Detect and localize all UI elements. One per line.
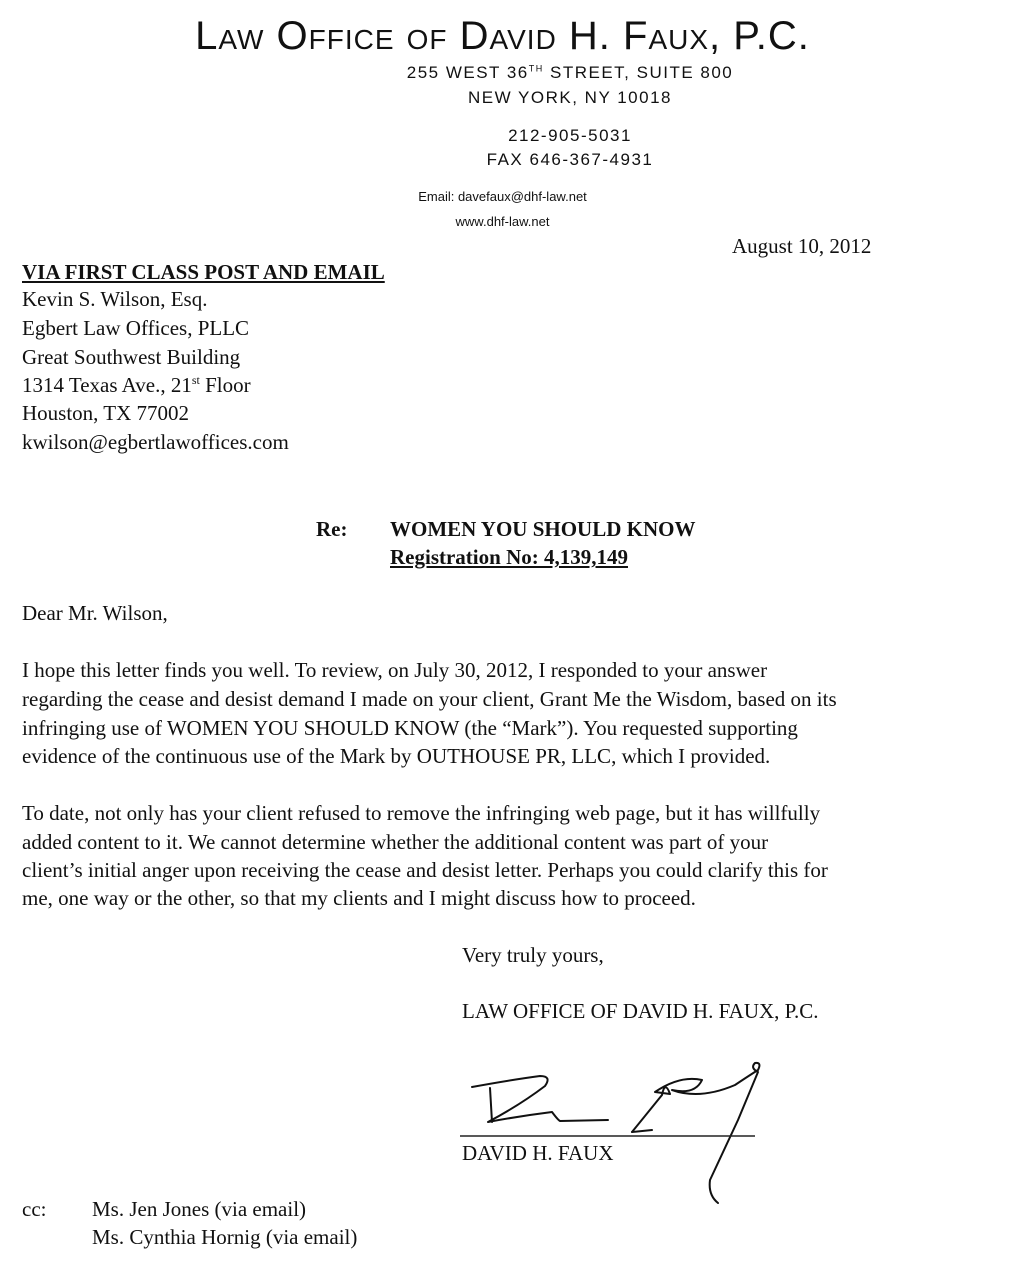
website: www.dhf-law.net	[455, 214, 550, 229]
closing: Very truly yours,	[462, 943, 604, 967]
street-rest: STREET, SUITE 800	[543, 63, 734, 82]
recipient-email: kwilson@egbertlawoffices.com	[22, 430, 289, 454]
recipient-building: Great Southwest Building	[22, 345, 241, 369]
body-line: To date, not only has your client refused to remove the infringing web page, but it has willfully	[22, 801, 821, 825]
delivery-method: VIA FIRST CLASS POST AND EMAIL	[22, 260, 385, 284]
street-address	[130, 63, 1010, 83]
re-label: Re:	[316, 517, 348, 541]
signer-name: DAVID H. FAUX	[462, 1141, 614, 1165]
phone: 212-905-5031	[508, 126, 632, 145]
recipient-firm: Egbert Law Offices, PLLC	[22, 316, 250, 340]
salutation: Dear Mr. Wilson,	[22, 601, 168, 625]
body-line: evidence of the continuous use of the Mark by OUTHOUSE PR, LLC, which I provided.	[22, 744, 771, 768]
city-address: NEW YORK, NY 10018	[467, 88, 672, 107]
body-line: me, one way or the other, so that my clients and I might discuss how to proceed.	[22, 886, 696, 910]
body-line: I hope this letter finds you well. To review, on July 30, 2012, I responded to your answer	[22, 658, 768, 682]
body-line: client’s initial anger upon receiving the cease and desist letter. Perhaps you could clarify this for	[22, 858, 828, 882]
email: Email: davefaux@dhf-law.net	[418, 189, 587, 204]
street-text: 255 WEST 36	[406, 63, 529, 82]
street-text: 1314 Texas Ave., 21	[22, 373, 192, 397]
fax: FAX 646-367-4931	[486, 150, 654, 169]
re-registration: Registration No: 4,139,149	[390, 545, 628, 569]
street-sup: st	[191, 373, 200, 387]
body-line: regarding the cease and desist demand I made on your client, Grant Me the Wisdom, based on its	[22, 687, 837, 711]
recipient-street	[22, 373, 251, 398]
body-line: added content to it. We cannot determine whether the additional content was part of your	[22, 830, 769, 854]
street-sup: TH	[528, 63, 544, 74]
cc-recipient: Ms. Jen Jones (via email)	[92, 1197, 307, 1221]
closing-firm: LAW OFFICE OF DAVID H. FAUX, P.C.	[462, 999, 819, 1023]
re-subject: WOMEN YOU SHOULD KNOW	[390, 517, 696, 541]
firm-name: Law Office of David H. Faux, P.C.	[195, 14, 810, 58]
signature	[440, 1050, 780, 1220]
body-line: infringing use of WOMEN YOU SHOULD KNOW (the “Mark”). You requested supporting	[22, 716, 798, 740]
recipient-city: Houston, TX 77002	[22, 401, 190, 425]
cc-label: cc:	[22, 1197, 47, 1221]
cc-recipient: Ms. Cynthia Hornig (via email)	[92, 1225, 358, 1249]
recipient-name: Kevin S. Wilson, Esq.	[22, 287, 208, 311]
letter-date: August 10, 2012	[732, 234, 872, 258]
street-rest: Floor	[199, 373, 251, 397]
